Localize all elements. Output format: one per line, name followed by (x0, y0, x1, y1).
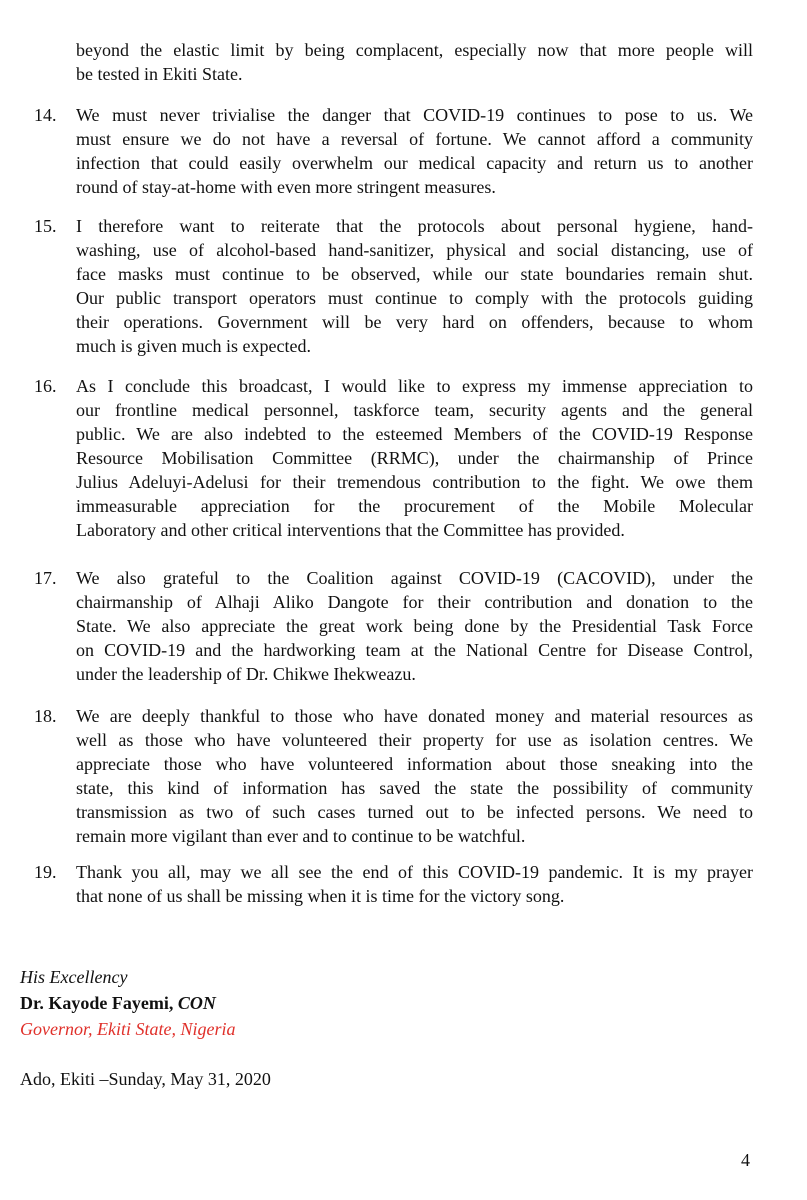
paragraph-number: 15. (34, 216, 57, 236)
paragraph-number: 14. (34, 105, 57, 125)
text-line: Resource Mobilisation Committee (RRMC), under the chairmanship of Prince (76, 448, 753, 468)
text-line: face masks must continue to be observed, while our state boundaries remain shut. (76, 264, 753, 284)
place-date: Ado, Ekiti –Sunday, May 31, 2020 (20, 1069, 271, 1089)
text-line: State. We also appreciate the great work being done by the Presidential Task Force (76, 616, 753, 636)
signature-name-line (20, 991, 216, 1015)
paragraph-number: 17. (34, 568, 57, 588)
signature-suffix: CON (177, 993, 216, 1013)
text-line: be tested in Ekiti State. (76, 64, 243, 84)
text-line: infection that could easily overwhelm our medical capacity and return us to another (76, 153, 753, 173)
text-line: We are deeply thankful to those who have donated money and material resources as (76, 706, 753, 726)
text-line: I therefore want to reiterate that the protocols about personal hygiene, hand- (76, 216, 753, 236)
text-line: We must never trivialise the danger that COVID-19 continues to pose to us. We (76, 105, 753, 125)
text-line: transmission as two of such cases turned out to be infected persons. We need to (76, 802, 753, 822)
page-number: 4 (741, 1150, 750, 1170)
text-line: Laboratory and other critical interventions that the Committee has provided. (76, 520, 625, 540)
text-line: public. We are also indebted to the esteemed Members of the COVID-19 Response (76, 424, 753, 444)
text-line: immeasurable appreciation for the procurement of the Mobile Molecular (76, 496, 753, 516)
text-line: must ensure we do not have a reversal of fortune. We cannot afford a community (76, 129, 753, 149)
text-line: state, this kind of information has saved the state the possibility of community (76, 778, 753, 798)
text-line: their operations. Government will be very hard on offenders, because to whom (76, 312, 753, 332)
text-line: beyond the elastic limit by being complacent, especially now that more people will (76, 40, 753, 60)
paragraph-number: 18. (34, 706, 57, 726)
text-line: round of stay-at-home with even more stringent measures. (76, 177, 496, 197)
text-line: well as those who have volunteered their property for use as isolation centres. We (76, 730, 753, 750)
text-line: remain more vigilant than ever and to continue to be watchful. (76, 826, 526, 846)
text-line: much is given much is expected. (76, 336, 311, 356)
text-line: under the leadership of Dr. Chikwe Ihekweazu. (76, 664, 416, 684)
signature-name: Dr. Kayode Fayemi, (20, 993, 178, 1013)
text-line: Julius Adeluyi-Adelusi for their tremendous contribution to the fight. We owe them (76, 472, 753, 492)
signature-office: Governor, Ekiti State, Nigeria (20, 1019, 236, 1039)
text-line: our frontline medical personnel, taskforce team, security agents and the general (76, 400, 753, 420)
paragraph-number: 19. (34, 862, 57, 882)
text-line: We also grateful to the Coalition against COVID-19 (CACOVID), under the (76, 568, 753, 588)
paragraph-number: 16. (34, 376, 57, 396)
text-line: chairmanship of Alhaji Aliko Dangote for their contribution and donation to the (76, 592, 753, 612)
text-line: on COVID-19 and the hardworking team at the National Centre for Disease Control, (76, 640, 753, 660)
text-line: appreciate those who have volunteered information about those sneaking into the (76, 754, 753, 774)
text-line: that none of us shall be missing when it is time for the victory song. (76, 886, 565, 906)
text-line: As I conclude this broadcast, I would like to express my immense appreciation to (76, 376, 753, 396)
text-line: Our public transport operators must continue to comply with the protocols guiding (76, 288, 753, 308)
text-line: Thank you all, may we all see the end of this COVID-19 pandemic. It is my prayer (76, 862, 753, 882)
signature-honorific: His Excellency (20, 967, 128, 987)
text-line: washing, use of alcohol-based hand-sanitizer, physical and social distancing, use of (76, 240, 753, 260)
